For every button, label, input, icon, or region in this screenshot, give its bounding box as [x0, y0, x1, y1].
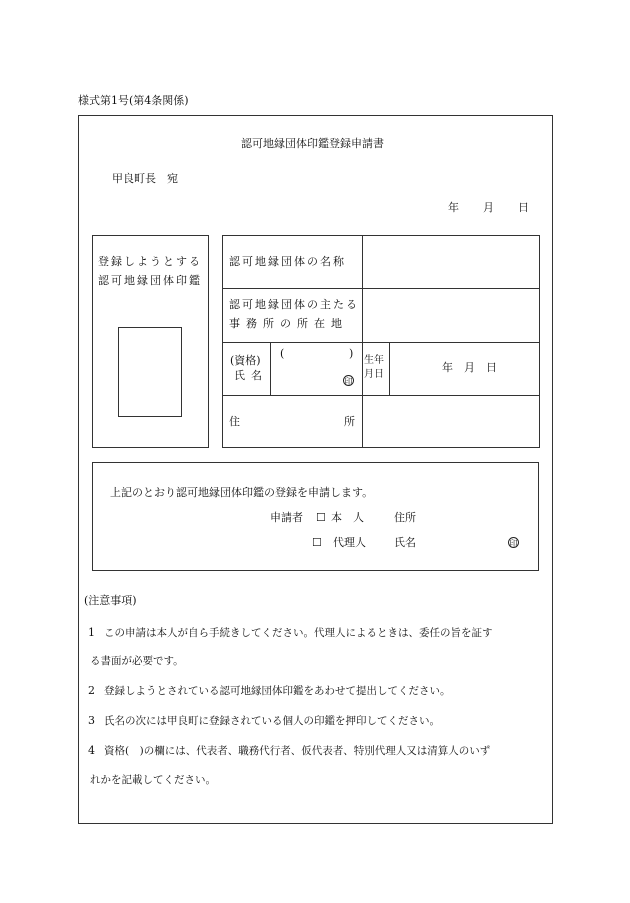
note-2-text: 登録しようとされている認可地縁団体印鑑をあわせて提出してください。: [104, 685, 451, 697]
applicant-label: 申請者: [270, 511, 303, 524]
office-label-line2: 事務所の所在地: [229, 317, 348, 330]
notes-heading: (注意事項): [84, 594, 137, 607]
address-label-left: 住: [229, 415, 240, 428]
date-month-label: 月: [483, 201, 494, 214]
qualification-divider: [270, 342, 271, 395]
application-statement: 上記のとおり認可地縁団体印鑑の登録を申請します。: [110, 486, 374, 499]
address-label-right: 所: [344, 415, 355, 428]
qualification-paren-close: ): [349, 347, 354, 360]
note-1-number: 1: [88, 626, 95, 639]
agent-label: 代理人: [333, 536, 366, 549]
date-day-label: 日: [518, 201, 529, 214]
office-address-field[interactable]: [364, 290, 538, 341]
applicant-name-field[interactable]: [420, 534, 502, 550]
applicant-seal-mark: 印: [509, 539, 518, 548]
note-3-text: 氏名の次には甲良町に登録されている個人の印鑑を押印してください。: [104, 715, 440, 727]
note-1-text: この申請は本人が自ら手続きしてください。代理人によるときは、委任の旨を証す: [104, 627, 493, 639]
note-3-number: 3: [88, 714, 95, 727]
birthdate-label-line1: 生年: [364, 355, 384, 366]
agent-checkbox[interactable]: ☐: [312, 536, 322, 549]
table-row-divider-1: [222, 288, 540, 289]
birthdate-label-line2: 月日: [364, 369, 384, 380]
applicant-name-label: 氏名: [394, 536, 416, 549]
note-4-text-cont: れかを記載してください。: [90, 774, 216, 786]
representative-name-label: 氏名: [234, 369, 268, 382]
birthdate-field[interactable]: 年 月 日: [442, 361, 497, 374]
self-label: 本 人: [331, 511, 364, 524]
qualification-field[interactable]: [286, 346, 346, 362]
representative-name-field[interactable]: [274, 362, 340, 392]
form-number: 様式第1号(第4条関係): [78, 94, 189, 107]
date-year-label: 年: [448, 201, 459, 214]
qualification-label: (資格): [230, 354, 261, 367]
office-label-line1: 認可地縁団体の主たる: [229, 298, 359, 311]
note-1-text-cont: る書面が必要です。: [90, 655, 184, 667]
representative-address-field[interactable]: [364, 397, 538, 446]
note-4-text: 資格( )の欄には、代表者、職務代行者、仮代表者、特別代理人又は清算人のいず: [104, 745, 491, 757]
birthdate-divider: [389, 342, 390, 395]
seal-box-label-line2: 認可地縁団体印鑑: [98, 274, 202, 287]
self-checkbox[interactable]: ☐: [316, 511, 326, 524]
addressee: 甲良町長 宛: [112, 172, 178, 185]
form-title: 認可地縁団体印鑑登録申請書: [241, 137, 384, 150]
note-2-number: 2: [88, 684, 95, 697]
group-name-field[interactable]: [364, 237, 538, 287]
applicant-address-label: 住所: [394, 511, 416, 524]
seal-box-label-line1: 登録しようとする: [98, 255, 202, 268]
table-row-divider-3: [222, 395, 540, 396]
name-seal-mark: 印: [344, 377, 353, 386]
note-4-number: 4: [88, 744, 95, 757]
applicant-address-field[interactable]: [420, 509, 530, 525]
seal-impression-area[interactable]: [118, 327, 182, 417]
group-name-label: 認可地縁団体の名称: [229, 255, 346, 268]
qualification-paren-open: (: [280, 347, 285, 360]
